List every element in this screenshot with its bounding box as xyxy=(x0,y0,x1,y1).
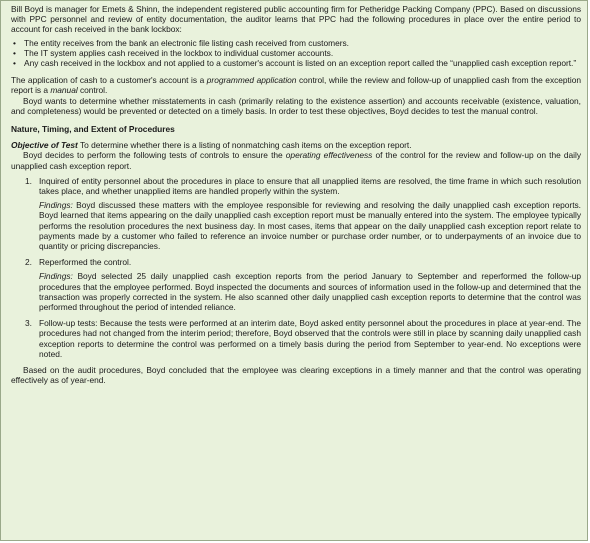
step-number: 3. xyxy=(25,318,32,329)
control-types-paragraph: The application of cash to a customer's account is a programmed application control, while the review and follow-up of unapplied cash from the exception report is a manual control. xyxy=(11,75,581,96)
step-number: 2. xyxy=(25,257,32,268)
step-findings: Findings: Boyd discussed these matters with the employee responsible for reviewing and resolving the daily unapplied cash exception reports. Boyd learned that items appearing on the daily unapplied cash exception report must be manually entered into the system. The employee typically performs the resolution procedures the next business day. In most cases, items that appear on the daily unapplied cash exception report relate to payments made by a customer who failed to reference an invoice number or purchase order number, or to underpayments of an invoice due to quantity or pricing discrepancies. xyxy=(39,200,581,252)
test-step xyxy=(11,257,581,312)
step-findings: Findings: Boyd selected 25 daily unapplied cash exception reports from the period January to September and reperformed the follow-up procedures that the employee performed. Boyd inspected the documents and sources of information used in the follow-up and determined that the transaction was properly corrected in the system. He also scanned other daily unapplied cash exception reports to determine that the control was performed throughout the period of intended reliance. xyxy=(39,271,581,313)
objective-title: Objective of Test xyxy=(11,140,78,151)
step-text: Reperformed the control. xyxy=(39,257,132,268)
list-item: • The entity receives from the bank an electronic file listing cash received from customers. xyxy=(11,38,581,48)
objective-paragraph: Objective of Test To determine whether there is a listing of nonmatching cash items on the exception report. xyxy=(11,140,412,151)
conclusion-paragraph: Based on the audit procedures, Boyd concluded that the employee was clearing exceptions in a timely manner and that the control was operating effectively as of year-end. xyxy=(11,365,581,386)
objectives-paragraph: Boyd wants to determine whether misstatements in cash (primarily relating to the existence assertion) and accounts receivable (existence, valuation, and completeness) would be prevented or detected on a timely basis. In order to test these objectives, Boyd decides to test the manual control. xyxy=(11,95,581,116)
tests-intro-paragraph: Boyd decides to perform the following tests of controls to ensure the operating effectiveness of the control for the review and follow-up on the daily unapplied cash exception report. xyxy=(11,150,582,171)
test-steps xyxy=(11,176,581,359)
step-text: Inquired of entity personnel about the procedures in place to ensure that all unapplied items are resolved, the time frame in which such resolution takes place, and whether unapplied items are handled properly within the system. xyxy=(39,175,581,197)
intro-paragraph: Bill Boyd is manager for Emets & Shinn, the independent registered public accounting firm for Petheridge Packing Company (PPC). Based on discussions with PPC personnel and review of entity documentation, the auditor learns that PPC had the following procedures in place over the entire period to account for cash received in the bank lockbox: xyxy=(11,4,581,35)
list-item: • Any cash received in the lockbox and not applied to a customer's account is listed on an exception report called the “unapplied cash exception report.” xyxy=(11,58,581,68)
test-step xyxy=(11,176,581,251)
section-heading: Nature, Timing, and Extent of Procedures xyxy=(11,124,175,135)
procedure-list xyxy=(11,38,581,69)
list-item: • The IT system applies cash received in the lockbox to individual customer accounts. xyxy=(11,48,581,58)
test-step xyxy=(11,318,581,359)
step-text: Follow-up tests: Because the tests were performed at an interim date, Boyd asked entity personnel about the procedures in place at year-end. The procedures had not changed from the interim period; therefore, Boyd observed that the controls were still in place by scanning daily unapplied cash exception reports to determine the control was performed on a timely basis during the period from September to year-end. No exceptions were noted. xyxy=(39,318,581,359)
step-number: 1. xyxy=(25,175,32,186)
